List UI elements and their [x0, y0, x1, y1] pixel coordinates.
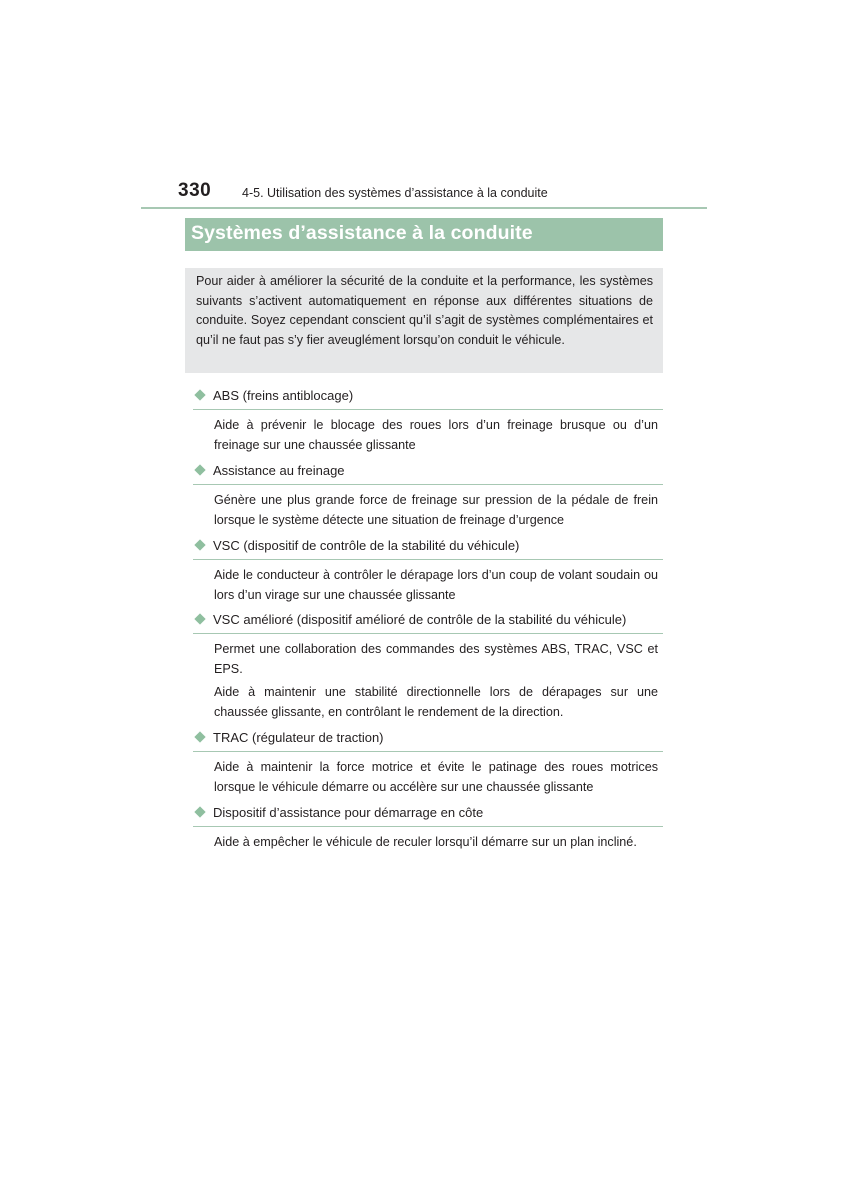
intro-text: Pour aider à améliorer la sécurité de la conduite et la performance, les systèmes suivants s’activent automatiquement en réponse aux différentes situations de conduite. Soyez cependant conscient qu’il s’agit de systèmes complémentaires et qu’il ne faut pas s’y fier aveuglément lorsqu’on conduit le véhicule. — [196, 274, 653, 347]
item-description: Génère une plus grande force de freinage sur pression de la pédale de frein lorsque le système détecte une situation de freinage d’urgence — [214, 493, 658, 527]
item-description: Aide à maintenir la force motrice et évite le patinage des roues motrices lorsque le véhicule démarre ou accélère sur une chaussée glissante — [214, 760, 658, 794]
section-title: Systèmes d’assistance à la conduite — [191, 222, 533, 244]
item-heading-row — [193, 535, 663, 560]
item-heading: VSC amélioré (dispositif amélioré de contrôle de la stabilité du véhicule) — [213, 611, 627, 627]
running-header: 4-5. Utilisation des systèmes d’assistance à la conduite — [242, 186, 548, 200]
item-heading-row — [193, 727, 663, 752]
item-heading-row — [193, 460, 663, 485]
item-description: Aide à maintenir une stabilité directionnelle lors de dérapages sur une chaussée glissante, en contrôlant le rendement de la direction. — [214, 685, 658, 719]
item-description: Aide à prévenir le blocage des roues lors d’un freinage brusque ou d’un freinage sur une chaussée glissante — [214, 418, 658, 452]
intro-box — [185, 268, 663, 373]
list-item — [193, 802, 663, 853]
item-heading: Assistance au freinage — [213, 462, 345, 478]
list-item — [193, 385, 663, 455]
page-number: 330 — [178, 180, 212, 201]
header-rule — [141, 207, 707, 209]
list-item — [193, 460, 663, 530]
diamond-bullet-icon — [194, 539, 205, 550]
list-item — [193, 609, 663, 722]
list-item — [193, 727, 663, 797]
section-title-bar — [185, 218, 663, 251]
item-heading: ABS (freins antiblocage) — [213, 387, 354, 403]
item-description: Aide le conducteur à contrôler le dérapage lors d’un coup de volant soudain ou lors d’un virage sur une chaussée glissante — [214, 568, 658, 602]
item-heading: VSC (dispositif de contrôle de la stabilité du véhicule) — [213, 537, 520, 553]
diamond-bullet-icon — [194, 731, 205, 742]
item-heading: Dispositif d’assistance pour démarrage en côte — [213, 804, 484, 820]
item-heading-row — [193, 802, 663, 827]
item-heading-row — [193, 609, 663, 634]
item-heading: TRAC (régulateur de traction) — [213, 729, 384, 745]
list-item — [193, 535, 663, 605]
diamond-bullet-icon — [194, 464, 205, 475]
item-heading-row — [193, 385, 663, 410]
diamond-bullet-icon — [194, 806, 205, 817]
diamond-bullet-icon — [194, 389, 205, 400]
diamond-bullet-icon — [194, 613, 205, 624]
item-description: Aide à empêcher le véhicule de reculer lorsqu’il démarre sur un plan incliné. — [214, 835, 637, 849]
item-description: Permet une collaboration des commandes des systèmes ABS, TRAC, VSC et EPS. — [214, 642, 658, 676]
